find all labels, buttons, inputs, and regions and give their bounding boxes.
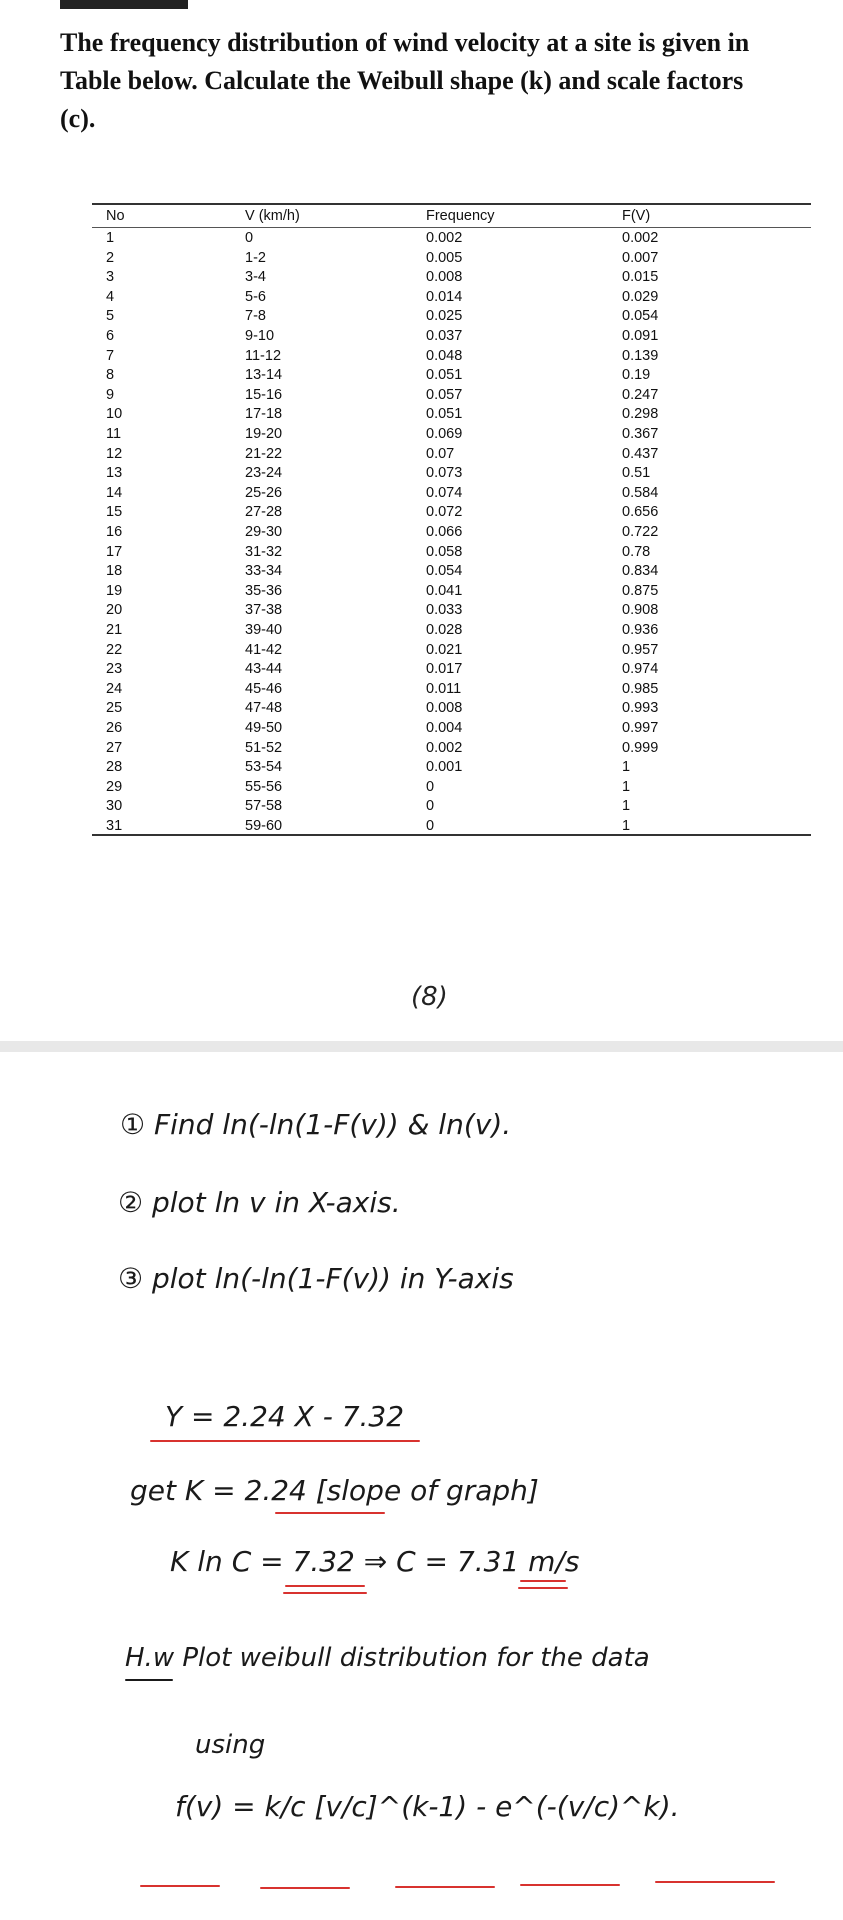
cell-velocity: 25-26 <box>245 484 283 501</box>
cell-velocity: 23-24 <box>245 465 283 482</box>
cell-no: 12 <box>106 445 123 462</box>
table-row <box>92 700 811 720</box>
cell-velocity: 43-44 <box>245 661 283 678</box>
cell-no: 22 <box>106 641 123 658</box>
table-row <box>92 328 811 348</box>
table-row <box>92 681 811 701</box>
cell-frequency: 0.008 <box>426 269 463 286</box>
cell-frequency: 0.002 <box>426 739 463 756</box>
lnc-value-underline-2 <box>283 1592 367 1594</box>
cell-velocity: 45-46 <box>245 680 283 697</box>
note-step-3: ③ plot ln(-ln(1-F(v)) in Y-axis <box>118 1262 514 1295</box>
table-top-rule <box>92 203 811 205</box>
cell-velocity: 53-54 <box>245 759 283 776</box>
cell-frequency: 0.054 <box>426 563 463 580</box>
table-row <box>92 583 811 603</box>
cell-cumulative: 0.78 <box>622 543 651 560</box>
cell-cumulative: 0.139 <box>622 347 659 364</box>
cell-velocity: 33-34 <box>245 563 283 580</box>
cell-cumulative: 0.19 <box>622 367 651 384</box>
c-value-underline-1 <box>520 1580 566 1582</box>
table-row <box>92 524 811 544</box>
cell-velocity: 29-30 <box>245 524 283 540</box>
table-row <box>92 642 811 662</box>
table-row <box>92 387 811 407</box>
cell-no: 7 <box>106 347 115 364</box>
cell-frequency: 0.073 <box>426 465 463 482</box>
table-header-rule <box>92 227 811 228</box>
cell-no: 9 <box>106 386 115 403</box>
cell-frequency: 0.069 <box>426 426 463 442</box>
table-row <box>92 740 811 760</box>
cell-cumulative: 0.936 <box>622 622 659 638</box>
formula-underline-4 <box>520 1884 620 1886</box>
cell-frequency: 0.066 <box>426 524 463 540</box>
cell-no: 8 <box>106 367 115 384</box>
cell-velocity: 0 <box>245 230 254 246</box>
cell-frequency: 0.025 <box>426 308 463 325</box>
cell-no: 6 <box>106 328 115 344</box>
table-row <box>92 720 811 740</box>
cell-cumulative: 0.51 <box>622 465 651 482</box>
cell-frequency: 0.048 <box>426 347 463 364</box>
cell-frequency: 0.051 <box>426 367 463 384</box>
cell-cumulative: 0.985 <box>622 680 659 697</box>
cell-no: 16 <box>106 524 123 540</box>
cell-no: 10 <box>106 406 123 423</box>
table-row <box>92 446 811 466</box>
cell-frequency: 0.004 <box>426 720 463 736</box>
cell-frequency: 0.051 <box>426 406 463 423</box>
cell-velocity: 3-4 <box>245 269 266 286</box>
table-row <box>92 465 811 485</box>
c-value-underline-2 <box>518 1587 568 1589</box>
cell-no: 23 <box>106 661 123 678</box>
cell-cumulative: 0.999 <box>622 739 659 756</box>
cell-no: 18 <box>106 563 123 580</box>
cell-no: 31 <box>106 818 123 834</box>
page-divider <box>0 1041 843 1052</box>
cell-cumulative: 0.029 <box>622 288 659 305</box>
table-bottom-rule <box>92 834 811 836</box>
table-row <box>92 308 811 328</box>
note-k-result: get K = 2.24 [slope of graph] <box>130 1474 539 1507</box>
cell-velocity: 17-18 <box>245 406 283 423</box>
formula-underline-3 <box>395 1886 495 1888</box>
table-row <box>92 230 811 250</box>
cell-cumulative: 0.015 <box>622 269 659 286</box>
cell-no: 15 <box>106 504 123 521</box>
cell-no: 20 <box>106 602 123 619</box>
cell-cumulative: 0.875 <box>622 582 659 599</box>
note-step-1: ① Find ln(-ln(1-F(v)) & ln(v). <box>120 1108 512 1141</box>
note-weibull-formula: f(v) = k/c [v/c]^(k-1) - e^(-(v/c)^k). <box>175 1790 680 1823</box>
column-header-velocity: V (km/h) <box>245 208 300 224</box>
cell-frequency: 0.002 <box>426 230 463 246</box>
cell-cumulative: 1 <box>622 798 631 815</box>
cell-no: 11 <box>106 426 122 442</box>
table-row <box>92 661 811 681</box>
cell-velocity: 41-42 <box>245 641 283 658</box>
cell-cumulative: 0.054 <box>622 308 659 325</box>
cell-frequency: 0.017 <box>426 661 463 678</box>
cell-velocity: 37-38 <box>245 602 283 619</box>
cell-no: 3 <box>106 269 115 286</box>
k-value-underline <box>275 1512 385 1514</box>
cell-cumulative: 0.834 <box>622 563 659 580</box>
cell-frequency: 0.005 <box>426 249 463 266</box>
cell-cumulative: 0.957 <box>622 641 659 658</box>
table-row <box>92 485 811 505</box>
cell-frequency: 0.074 <box>426 484 463 501</box>
cell-no: 4 <box>106 288 115 305</box>
cell-no: 28 <box>106 759 123 776</box>
cell-velocity: 13-14 <box>245 367 283 384</box>
column-header-no: No <box>106 208 125 224</box>
cell-frequency: 0.021 <box>426 641 463 658</box>
cell-velocity: 7-8 <box>245 308 266 325</box>
cell-no: 24 <box>106 680 123 697</box>
note-step-2: ② plot ln v in X-axis. <box>118 1186 401 1219</box>
cell-no: 2 <box>106 249 115 266</box>
cell-cumulative: 0.367 <box>622 426 659 442</box>
cell-velocity: 5-6 <box>245 288 266 305</box>
cell-no: 17 <box>106 543 123 560</box>
cell-cumulative: 0.908 <box>622 602 659 619</box>
cell-no: 25 <box>106 700 123 717</box>
table-row <box>92 544 811 564</box>
equation-underline <box>150 1440 420 1442</box>
cell-frequency: 0.041 <box>426 582 463 599</box>
note-c-result: K ln C = 7.32 ⇒ C = 7.31 m/s <box>170 1545 580 1578</box>
cell-cumulative: 0.091 <box>622 328 659 344</box>
page-number: (8) <box>411 982 448 1012</box>
cell-velocity: 31-32 <box>245 543 283 560</box>
cell-velocity: 9-10 <box>245 328 275 344</box>
formula-underline-5 <box>655 1881 775 1883</box>
table-row <box>92 348 811 368</box>
cell-cumulative: 0.974 <box>622 661 659 678</box>
cell-frequency: 0.033 <box>426 602 463 619</box>
cell-cumulative: 0.993 <box>622 700 659 717</box>
cell-frequency: 0 <box>426 778 435 795</box>
cell-velocity: 27-28 <box>245 504 283 521</box>
table-header-row <box>92 208 811 226</box>
cell-frequency: 0.008 <box>426 700 463 717</box>
cell-no: 29 <box>106 778 123 795</box>
cell-frequency: 0.028 <box>426 622 463 638</box>
cell-velocity: 51-52 <box>245 739 283 756</box>
formula-underline-1 <box>140 1885 220 1887</box>
formula-underline-2 <box>260 1887 350 1889</box>
cell-frequency: 0 <box>426 798 435 815</box>
cell-cumulative: 0.722 <box>622 524 659 540</box>
note-homework: H.w Plot weibull distribution for the data <box>125 1643 650 1673</box>
cell-velocity: 59-60 <box>245 818 283 834</box>
table-row <box>92 779 811 799</box>
cell-cumulative: 0.002 <box>622 230 659 246</box>
cell-frequency: 0.057 <box>426 386 463 403</box>
note-using: using <box>195 1730 266 1760</box>
cell-cumulative: 0.247 <box>622 386 659 403</box>
cell-velocity: 39-40 <box>245 622 283 638</box>
cell-velocity: 19-20 <box>245 426 283 442</box>
cell-cumulative: 1 <box>622 818 631 834</box>
cell-frequency: 0.037 <box>426 328 463 344</box>
cell-velocity: 57-58 <box>245 798 283 815</box>
table-row <box>92 406 811 426</box>
column-header-frequency: Frequency <box>426 208 495 224</box>
cell-frequency: 0 <box>426 818 435 834</box>
cell-cumulative: 0.298 <box>622 406 659 423</box>
cell-velocity: 21-22 <box>245 445 283 462</box>
cell-velocity: 35-36 <box>245 582 283 599</box>
table-row <box>92 563 811 583</box>
cell-frequency: 0.07 <box>426 445 455 462</box>
cell-velocity: 15-16 <box>245 386 283 403</box>
cell-cumulative: 0.997 <box>622 720 659 736</box>
cropped-heading-strip <box>60 0 188 9</box>
cell-velocity: 47-48 <box>245 700 283 717</box>
cell-cumulative: 1 <box>622 778 631 795</box>
cell-cumulative: 0.584 <box>622 484 659 501</box>
table-row <box>92 622 811 642</box>
cell-frequency: 0.011 <box>426 680 462 697</box>
column-header-cumulative: F(V) <box>622 208 651 224</box>
cell-frequency: 0.072 <box>426 504 463 521</box>
cell-velocity: 49-50 <box>245 720 283 736</box>
cell-no: 30 <box>106 798 123 815</box>
cell-cumulative: 1 <box>622 759 631 776</box>
cell-cumulative: 0.656 <box>622 504 659 521</box>
cell-velocity: 11-12 <box>245 347 282 364</box>
cell-no: 14 <box>106 484 123 501</box>
table-row <box>92 602 811 622</box>
problem-statement: The frequency distribution of wind velocity at a site is given in Table below. Calculate the Weibull shape (k) and scale factors (c). <box>60 28 750 133</box>
note-regression-equation: Y = 2.24 X - 7.32 <box>165 1400 405 1433</box>
cell-velocity: 55-56 <box>245 778 283 795</box>
cell-no: 27 <box>106 739 123 756</box>
table-row <box>92 289 811 309</box>
cell-no: 19 <box>106 582 123 599</box>
lnc-value-underline-1 <box>285 1585 365 1587</box>
cell-frequency: 0.014 <box>426 288 463 305</box>
cell-cumulative: 0.437 <box>622 445 659 462</box>
cell-no: 21 <box>106 622 123 638</box>
table-row <box>92 426 811 446</box>
table-row <box>92 759 811 779</box>
cell-no: 1 <box>106 230 115 246</box>
table-row <box>92 798 811 818</box>
cell-velocity: 1-2 <box>245 249 266 266</box>
cell-frequency: 0.001 <box>426 759 463 776</box>
table-row <box>92 250 811 270</box>
cell-no: 5 <box>106 308 115 325</box>
cell-no: 13 <box>106 465 123 482</box>
cell-frequency: 0.058 <box>426 543 463 560</box>
table-row <box>92 269 811 289</box>
table-row <box>92 367 811 387</box>
cell-no: 26 <box>106 720 123 736</box>
table-row <box>92 504 811 524</box>
homework-underline <box>125 1679 173 1681</box>
cell-cumulative: 0.007 <box>622 249 659 266</box>
